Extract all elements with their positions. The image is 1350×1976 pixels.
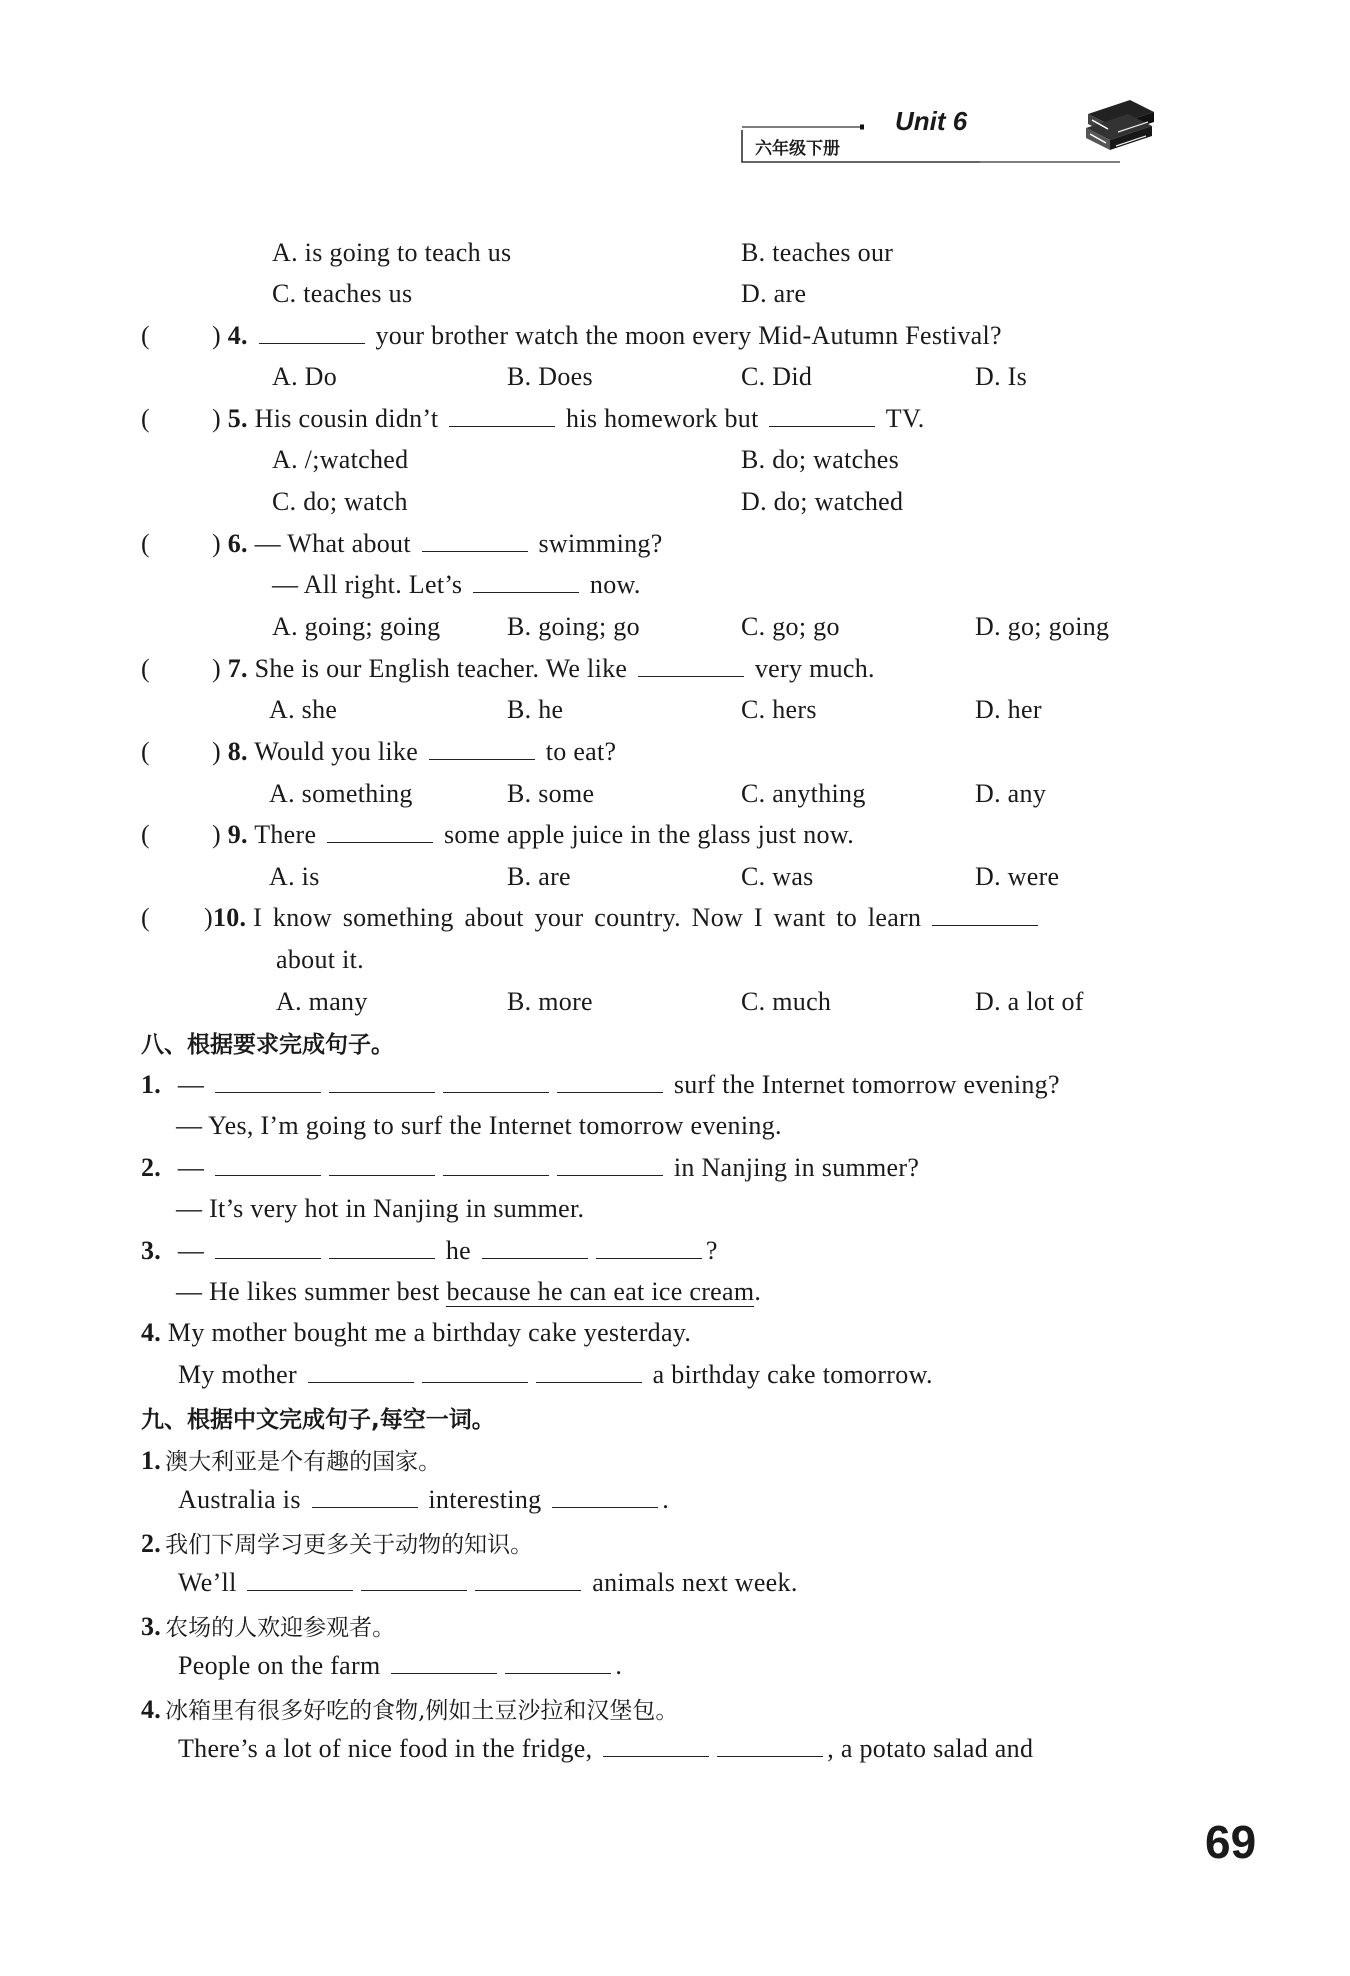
answer-paren-close: ) (211, 529, 221, 558)
question-text: I know something about your country. Now I want to learn (253, 903, 922, 932)
q6-option-c: C. go; go (741, 612, 840, 641)
question-text: TV. (885, 404, 925, 433)
answer-paren-open: ( (141, 321, 150, 350)
dash: — (177, 1153, 205, 1182)
answer-blank[interactable] (505, 1651, 611, 1674)
answer-blank[interactable] (329, 1070, 435, 1093)
q10-option-b: B. more (507, 987, 593, 1016)
book-stack-icon (1080, 94, 1160, 160)
s9-item-4-cn (141, 1692, 678, 1725)
s8-item-3 (141, 1236, 718, 1266)
question-number: 6. (227, 529, 248, 558)
answer-blank[interactable] (443, 1070, 549, 1093)
answer-paren-close: ) (211, 737, 221, 766)
item-text: There’s a lot of nice food in the fridge, (178, 1734, 593, 1763)
item-text: interesting (428, 1485, 542, 1514)
question-text: — What about (254, 529, 411, 558)
s9-item-2-cn (141, 1526, 533, 1559)
item-text: surf the Internet tomorrow evening? (673, 1070, 1060, 1099)
answer-blank[interactable] (422, 529, 528, 552)
answer-blank[interactable] (603, 1734, 709, 1757)
answer-paren-open: ( (141, 529, 150, 558)
answer-paren-open: ( (141, 654, 150, 683)
question-text: Would you like (254, 737, 419, 766)
q3-option-a: A. is going to teach us (272, 238, 512, 267)
answer-blank[interactable] (536, 1360, 642, 1383)
answer-blank[interactable] (429, 737, 535, 760)
answer-paren-open: ( (141, 820, 150, 849)
s8-item-1-answer: — Yes, I’m going to surf the Internet tomorrow evening. (176, 1111, 782, 1140)
dash: — (177, 1236, 205, 1265)
question-9 (141, 820, 854, 850)
item-number: 4. (141, 1318, 162, 1347)
s9-item-1-cn (141, 1443, 441, 1476)
q6-option-a: A. going; going (272, 612, 441, 641)
underlined-text: because he can eat ice cream (446, 1277, 755, 1306)
q6-option-d: D. go; going (975, 612, 1110, 641)
item-text: My mother bought me a birthday cake yesterday. (167, 1318, 692, 1347)
answer-blank[interactable] (329, 1236, 435, 1259)
question-7 (141, 654, 875, 684)
s9-item-3-cn (141, 1609, 395, 1642)
answer-blank[interactable] (215, 1236, 321, 1259)
header-grade: 六年级下册 (755, 139, 840, 159)
item-text: . (615, 1651, 623, 1680)
question-text: some apple juice in the glass just now. (443, 820, 855, 849)
s9-item-1-en (178, 1485, 669, 1515)
answer-blank[interactable] (361, 1568, 467, 1591)
s8-item-3-answer (176, 1277, 761, 1307)
s9-item-2-en (178, 1568, 798, 1598)
s9-item-3-en (178, 1651, 622, 1681)
q5-option-a: A. /;watched (272, 445, 409, 474)
answer-paren-close: ) (211, 404, 221, 433)
header (740, 100, 1160, 170)
q9-option-b: B. are (507, 862, 571, 891)
s8-item-4 (141, 1318, 691, 1348)
page-number: 69 (1205, 1816, 1257, 1868)
question-text: now. (589, 570, 641, 599)
item-number: 3. (141, 1612, 162, 1641)
question-number: 4. (227, 321, 248, 350)
answer-blank[interactable] (473, 570, 579, 593)
question-number: 5. (227, 404, 248, 433)
q7-option-c: C. hers (741, 695, 817, 724)
answer-blank[interactable] (327, 820, 433, 843)
q9-option-d: D. were (975, 862, 1060, 891)
question-number: 7. (227, 654, 248, 683)
question-number: 10. (212, 903, 247, 932)
answer-blank[interactable] (552, 1485, 658, 1508)
question-10-cont: about it. (276, 945, 364, 974)
question-6-reply (272, 570, 641, 600)
item-text: My mother (178, 1360, 297, 1389)
item-text: animals next week. (592, 1568, 798, 1597)
q4-option-b: B. Does (507, 362, 593, 391)
answer-paren-close: ) (211, 321, 221, 350)
q4-option-d: D. Is (975, 362, 1028, 391)
q9-option-c: C. was (741, 862, 814, 891)
q4-option-a: A. Do (272, 362, 338, 391)
section-9-title: 九、根据中文完成句子,每空一词。 (141, 1407, 495, 1433)
answer-blank[interactable] (482, 1236, 588, 1259)
answer-blank[interactable] (312, 1485, 418, 1508)
item-text: ? (705, 1236, 718, 1265)
item-number: 3. (141, 1236, 162, 1265)
q4-option-c: C. Did (741, 362, 813, 391)
question-number: 8. (227, 737, 248, 766)
chinese-prompt: 冰箱里有很多好吃的食物,例如土豆沙拉和汉堡包。 (165, 1698, 679, 1724)
item-number: 2. (141, 1153, 162, 1182)
question-text: very much. (754, 654, 875, 683)
item-text: in Nanjing in summer? (673, 1153, 920, 1182)
answer-paren-close: ) (211, 820, 221, 849)
answer-blank[interactable] (247, 1568, 353, 1591)
item-number: 1. (141, 1446, 162, 1475)
item-number: 2. (141, 1529, 162, 1558)
answer-blank[interactable] (259, 321, 365, 344)
q3-option-d: D. are (741, 279, 807, 308)
question-10 (141, 903, 1042, 933)
s8-item-2-answer: — It’s very hot in Nanjing in summer. (176, 1194, 585, 1223)
question-text: There (254, 820, 317, 849)
answer-paren-open: ( (141, 404, 150, 433)
answer-text: . (754, 1277, 762, 1306)
question-8 (141, 737, 616, 767)
item-text: , a potato salad and (827, 1734, 1034, 1763)
s8-item-2 (141, 1153, 919, 1183)
question-text: swimming? (538, 529, 663, 558)
chinese-prompt: 农场的人欢迎参观者。 (165, 1615, 396, 1641)
question-text: His cousin didn’t (254, 404, 439, 433)
answer-blank[interactable] (769, 404, 875, 427)
item-text: We’ll (178, 1568, 237, 1597)
answer-blank[interactable] (215, 1070, 321, 1093)
answer-blank[interactable] (308, 1360, 414, 1383)
answer-blank[interactable] (443, 1153, 549, 1176)
question-text: She is our English teacher. We like (254, 654, 628, 683)
answer-blank[interactable] (475, 1568, 581, 1591)
question-5 (141, 404, 925, 434)
answer-blank[interactable] (557, 1070, 663, 1093)
answer-paren-close: ) (211, 654, 221, 683)
q5-option-d: D. do; watched (741, 487, 904, 516)
q8-option-d: D. any (975, 779, 1047, 808)
s8-item-4-rewrite (178, 1360, 933, 1390)
answer-paren-open: ( (141, 737, 150, 766)
q5-option-b: B. do; watches (741, 445, 900, 474)
item-number: 4. (141, 1695, 162, 1724)
q10-option-d: D. a lot of (975, 987, 1084, 1016)
s9-item-4-en (178, 1734, 1033, 1764)
item-text: People on the farm (178, 1651, 381, 1680)
q7-option-d: D. her (975, 695, 1042, 724)
answer-blank[interactable] (391, 1651, 497, 1674)
answer-paren-open: ( (141, 903, 150, 932)
q6-option-b: B. going; go (507, 612, 640, 641)
answer-blank[interactable] (215, 1153, 321, 1176)
answer-blank[interactable] (422, 1360, 528, 1383)
answer-blank[interactable] (329, 1153, 435, 1176)
answer-paren-close: ) (203, 903, 213, 932)
item-text: Australia is (178, 1485, 301, 1514)
answer-blank[interactable] (638, 654, 744, 677)
q3-option-c: C. teaches us (272, 279, 413, 308)
answer-blank[interactable] (449, 404, 555, 427)
question-6 (141, 529, 663, 559)
section-8-title: 八、根据要求完成句子。 (141, 1032, 394, 1058)
q8-option-c: C. anything (741, 779, 866, 808)
question-text: your brother watch the moon every Mid-Autumn Festival? (375, 321, 1002, 350)
q3-option-b: B. teaches our (741, 238, 894, 267)
answer-blank[interactable] (596, 1236, 702, 1259)
q5-option-c: C. do; watch (272, 487, 408, 516)
answer-blank[interactable] (557, 1153, 663, 1176)
q10-option-a: A. many (276, 987, 368, 1016)
question-4 (141, 321, 1002, 351)
question-text: to eat? (545, 737, 617, 766)
chinese-prompt: 澳大利亚是个有趣的国家。 (165, 1449, 442, 1475)
s8-item-1 (141, 1070, 1060, 1100)
item-number: 1. (141, 1070, 162, 1099)
q7-option-a: A. she (269, 695, 338, 724)
chinese-prompt: 我们下周学习更多关于动物的知识。 (165, 1532, 534, 1558)
q8-option-a: A. something (269, 779, 413, 808)
answer-blank[interactable] (932, 903, 1038, 926)
q10-option-c: C. much (741, 987, 832, 1016)
item-text: a birthday cake tomorrow. (652, 1360, 933, 1389)
q9-option-a: A. is (269, 862, 320, 891)
item-text: . (662, 1485, 670, 1514)
question-text: — All right. Let’s (272, 570, 463, 599)
question-text: his homework but (566, 404, 759, 433)
header-unit: Unit 6 (895, 106, 968, 136)
item-text: he (445, 1236, 471, 1265)
answer-blank[interactable] (717, 1734, 823, 1757)
q8-option-b: B. some (507, 779, 595, 808)
q7-option-b: B. he (507, 695, 564, 724)
question-number: 9. (227, 820, 248, 849)
answer-text: — He likes summer best (176, 1277, 447, 1306)
dash: — (177, 1070, 205, 1099)
